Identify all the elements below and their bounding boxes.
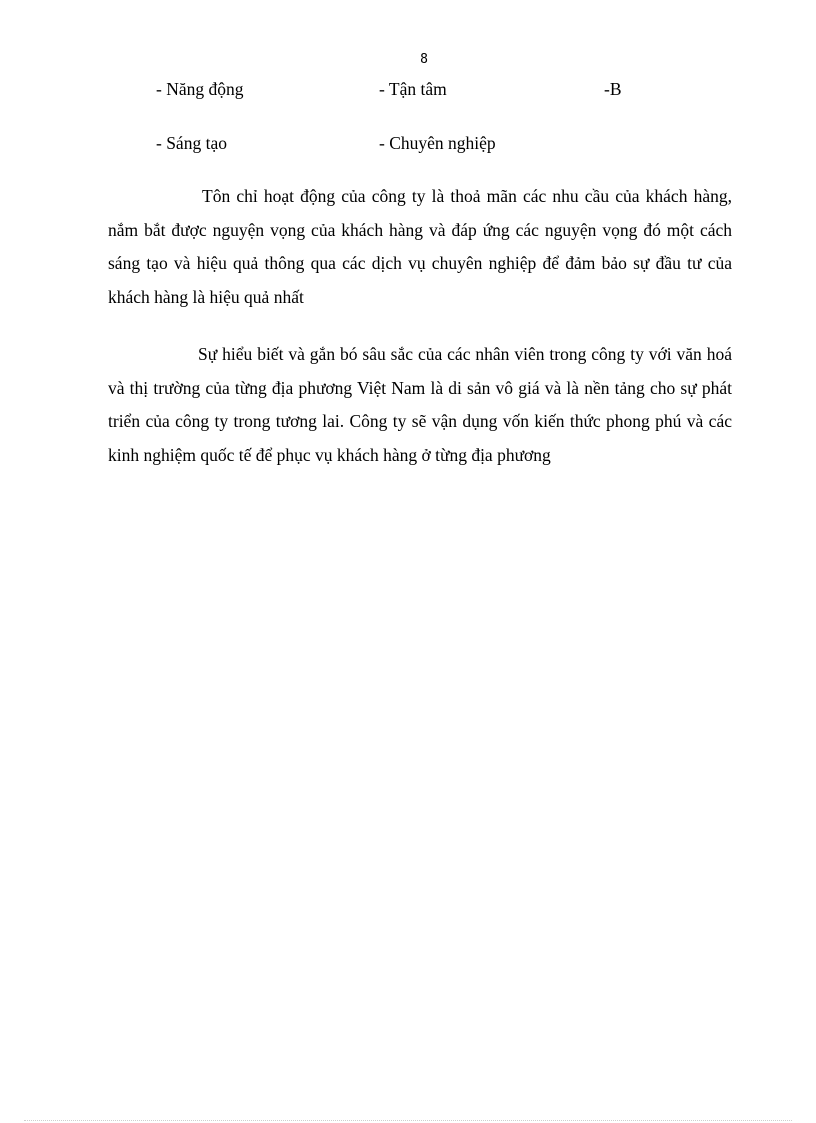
page-number: 8 <box>420 52 428 67</box>
body-paragraph: Tôn chỉ hoạt động của công ty là thoả mãn các nhu cầu của khách hàng, nắm bắt được nguyện vọng của khách hàng và đáp ứng các nguyện vọng đó một cách sáng tạo và hiệu quả thông qua các dịch vụ chuyên nghiệp để đảm bảo sự đầu tư của khách hàng là hiệu quả nhất <box>108 186 732 308</box>
list-item: - Tận tâm <box>379 79 447 99</box>
page-bottom-divider <box>24 1120 792 1121</box>
list-item: -B <box>604 79 622 99</box>
values-list-row <box>0 133 816 157</box>
values-list-row <box>0 79 816 103</box>
list-item: - Sáng tạo <box>156 133 227 153</box>
list-item: - Năng động <box>156 79 244 99</box>
list-item: - Chuyên nghiệp <box>379 133 496 153</box>
body-paragraph: Sự hiểu biết và gắn bó sâu sắc của các nhân viên trong công ty với văn hoá và thị trường của từng địa phương Việt Nam là di sản vô giá và là nền tảng cho sự phát triển của công ty trong tương lai. Công ty sẽ vận dụng vốn kiến thức phong phú và các kinh nghiệm quốc tế để phục vụ khách hàng ở từng địa phương <box>108 344 732 466</box>
